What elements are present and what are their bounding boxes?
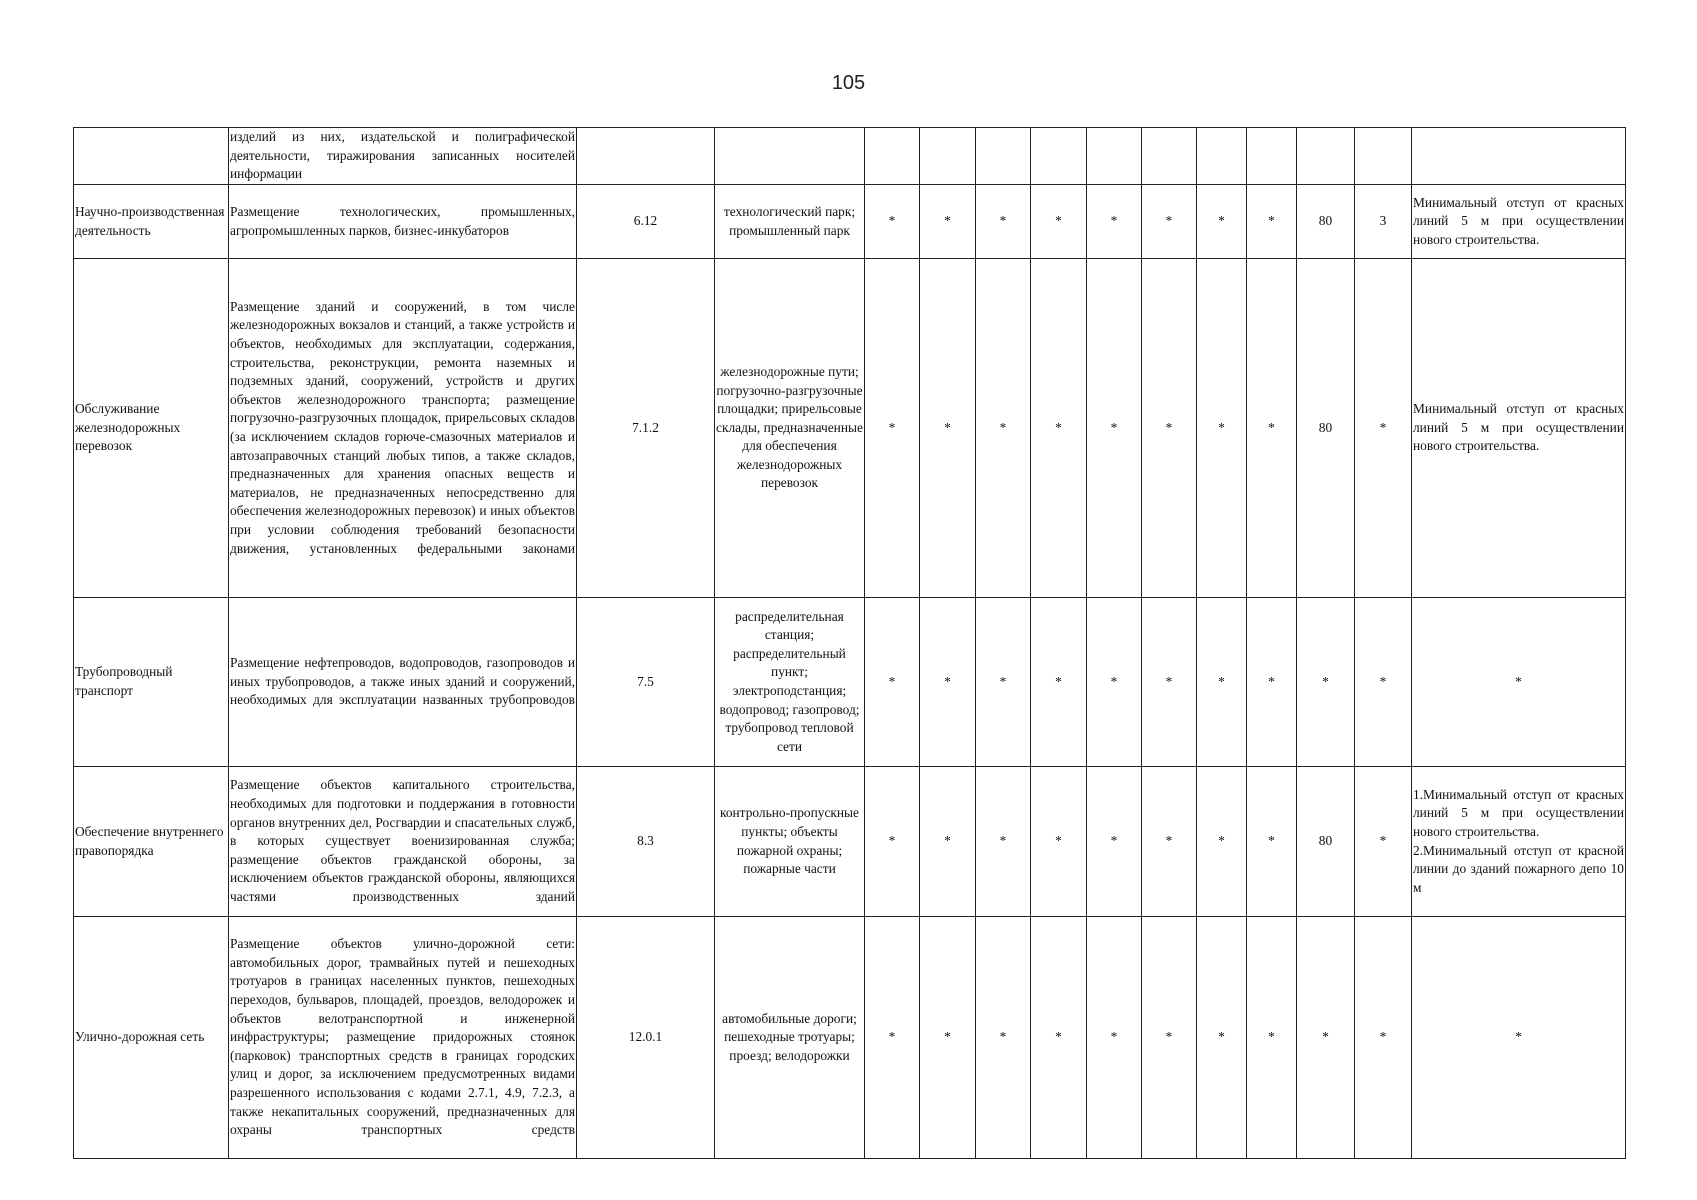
permitted-use-name: Научно-производственная деятельность: [74, 185, 229, 259]
param-cell: *: [920, 185, 976, 259]
param-cell: *: [865, 598, 920, 767]
param-cell: *: [1197, 767, 1247, 917]
note-cell: *: [1412, 917, 1626, 1159]
param-cell: [1087, 128, 1142, 185]
note-cell: [1412, 259, 1626, 598]
permitted-use-name: [74, 128, 229, 185]
param-cell: *: [1197, 917, 1247, 1159]
permitted-use-description: Размещение нефтепроводов, водопроводов, газопроводов и иных трубопроводов, а также иных зданий и сооружений, необходимых для эксплуатации названных трубопроводов: [229, 598, 577, 767]
note-cell: [1412, 185, 1626, 259]
note-cell: [1412, 128, 1626, 185]
max-coverage-percent: 80: [1297, 259, 1355, 598]
max-coverage-percent: 80: [1297, 185, 1355, 259]
classifier-code: 7.5: [577, 598, 715, 767]
permitted-use-description: Размещение объектов капитального строительства, необходимых для подготовки и поддержания в готовности органов внутренних дел, Росгвардии и спасательных служб, в которых существует военизированная служба; размещение объектов гражданской обороны, за исключением объектов гражданской обороны, являющихся частями производственных зданий: [229, 767, 577, 917]
param-cell: [865, 128, 920, 185]
param-cell: *: [1087, 598, 1142, 767]
note-text: 1.Минимальный отступ от красных линий 5 м при осуществлении нового строительства.: [1413, 786, 1624, 839]
permitted-use-description: Размещение технологических, промышленных, агропромышленных парков, бизнес-инкубаторов: [229, 185, 577, 259]
param-cell: *: [920, 259, 976, 598]
param-cell: *: [920, 598, 976, 767]
param-cell: *: [976, 259, 1031, 598]
param-cell: *: [865, 767, 920, 917]
zoning-regulations-table: [73, 127, 1626, 1159]
param-cell: *: [1142, 917, 1197, 1159]
classifier-code: 8.3: [577, 767, 715, 917]
table-row: [74, 185, 1626, 259]
capital-objects: распределительная станция; распределительный пункт; электроподстанция; водопровод; газопровод; трубопровод тепловой сети: [715, 598, 865, 767]
param-cell: *: [1247, 259, 1297, 598]
param-cell: [1031, 128, 1087, 185]
param-cell: *: [1031, 598, 1087, 767]
param-cell: *: [976, 767, 1031, 917]
param-cell: [1247, 128, 1297, 185]
param-cell: *: [1031, 259, 1087, 598]
classifier-code: 12.0.1: [577, 917, 715, 1159]
param-cell: *: [1197, 259, 1247, 598]
param-cell: *: [976, 917, 1031, 1159]
param-cell: [920, 128, 976, 185]
table-row: [74, 259, 1626, 598]
max-floors: [1355, 128, 1412, 185]
param-cell: *: [1247, 767, 1297, 917]
param-cell: *: [1247, 598, 1297, 767]
param-cell: *: [1297, 598, 1355, 767]
param-cell: *: [1087, 917, 1142, 1159]
permitted-use-description: Размещение объектов улично-дорожной сети: автомобильных дорог, трамвайных путей и пешеходных тротуаров в границах населенных пунктов, пешеходных переходов, бульваров, площадей, проездов, велодорожек и объектов велотранспортной и инженерной инфраструктуры; размещение придорожных стоянок (парковок) транспортных средств в границах городских улиц и дорог, за исключением предусмотренных видами разрешенного использования с кодами 2.7.1, 4.9, 7.2.3, а также некапитальных сооружений, предназначенных для охраны транспортных средств: [229, 917, 577, 1159]
capital-objects: технологический парк; промышленный парк: [715, 185, 865, 259]
permitted-use-description: изделий из них, издательской и полиграфической деятельности, тиражирования записанных носителей информации: [229, 128, 577, 185]
param-cell: *: [1031, 917, 1087, 1159]
max-coverage-percent: 80: [1297, 767, 1355, 917]
permitted-use-name: Обеспечение внутреннего правопорядка: [74, 767, 229, 917]
permitted-use-name: Улично-дорожная сеть: [74, 917, 229, 1159]
max-floors: 3: [1355, 185, 1412, 259]
param-cell: *: [865, 259, 920, 598]
param-cell: *: [1087, 767, 1142, 917]
param-cell: *: [1247, 917, 1297, 1159]
param-cell: *: [920, 917, 976, 1159]
param-cell: [1197, 128, 1247, 185]
note-text: 2.Минимальный отступ от красной линии до зданий пожарного депо 10 м: [1413, 842, 1624, 895]
param-cell: *: [1355, 598, 1412, 767]
classifier-code: 6.12: [577, 185, 715, 259]
max-floors: *: [1355, 259, 1412, 598]
param-cell: [976, 128, 1031, 185]
note-cell: *: [1412, 598, 1626, 767]
max-coverage-percent: [1297, 128, 1355, 185]
param-cell: *: [1142, 598, 1197, 767]
capital-objects: контрольно-пропускные пункты; объекты пожарной охраны; пожарные части: [715, 767, 865, 917]
note-text: Минимальный отступ от красных линий 5 м при осуществлении нового строительства.: [1413, 401, 1624, 454]
permitted-use-name: Обслуживание железнодорожных перевозок: [74, 259, 229, 598]
max-floors: *: [1355, 767, 1412, 917]
param-cell: *: [1355, 917, 1412, 1159]
permitted-use-name: Трубопроводный транспорт: [74, 598, 229, 767]
table-row: [74, 598, 1626, 767]
param-cell: *: [976, 185, 1031, 259]
param-cell: *: [1142, 185, 1197, 259]
capital-objects: железнодорожные пути; погрузочно-разгрузочные площадки; прирельсовые склады, предназначенные для обеспечения железнодорожных перевозок: [715, 259, 865, 598]
param-cell: *: [865, 917, 920, 1159]
param-cell: *: [1087, 259, 1142, 598]
param-cell: *: [1197, 185, 1247, 259]
param-cell: [1142, 128, 1197, 185]
capital-objects: [715, 128, 865, 185]
param-cell: *: [976, 598, 1031, 767]
permitted-use-description: Размещение зданий и сооружений, в том числе железнодорожных вокзалов и станций, а также устройств и объектов, необходимых для эксплуатации, содержания, строительства, реконструкции, ремонта наземных и подземных зданий, сооружений, устройств и других объектов железнодорожного транспорта; размещение погрузочно-разгрузочных площадок, прирельсовых складов (за исключением складов горюче-смазочных материалов и автозаправочных станций любых типов, а также складов, предназначенных для хранения опасных веществ и материалов, не предназначенных непосредственно для обеспечения железнодорожных перевозок) и иных объектов при условии соблюдения требований безопасности движения, установленных федеральными законами: [229, 259, 577, 598]
table-row: [74, 917, 1626, 1159]
param-cell: *: [1197, 598, 1247, 767]
table-row: [74, 767, 1626, 917]
note-text: Минимальный отступ от красных линий 5 м при осуществлении нового строительства.: [1413, 194, 1624, 247]
param-cell: *: [1031, 767, 1087, 917]
note-cell: [1412, 767, 1626, 917]
param-cell: *: [1247, 185, 1297, 259]
param-cell: *: [1031, 185, 1087, 259]
param-cell: *: [1297, 917, 1355, 1159]
classifier-code: 7.1.2: [577, 259, 715, 598]
param-cell: *: [865, 185, 920, 259]
page-number: 105: [831, 72, 866, 94]
classifier-code: [577, 128, 715, 185]
param-cell: *: [1087, 185, 1142, 259]
param-cell: *: [1142, 259, 1197, 598]
table-row: [74, 128, 1626, 185]
capital-objects: автомобильные дороги; пешеходные тротуары; проезд; велодорожки: [715, 917, 865, 1159]
param-cell: *: [920, 767, 976, 917]
param-cell: *: [1142, 767, 1197, 917]
